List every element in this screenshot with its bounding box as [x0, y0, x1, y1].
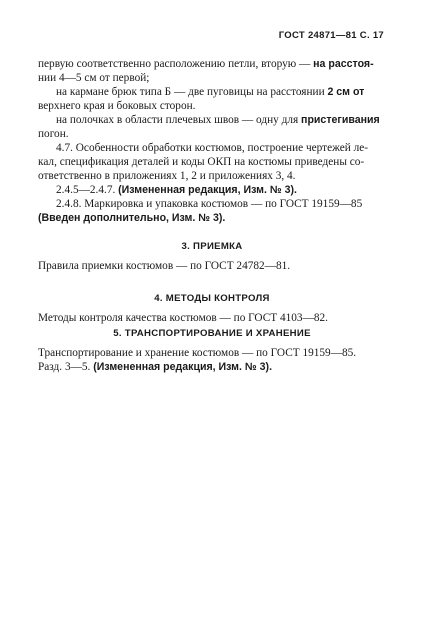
- text-line: [56, 197, 388, 211]
- text-span: 2.4.8. Маркировка и упаковка костюмов — по ГОСТ 19159—85: [56, 198, 363, 210]
- bold-span: пристегивания: [301, 114, 380, 126]
- text-line: [38, 155, 388, 169]
- text-span: Разд. 3—5.: [38, 361, 94, 373]
- text-line: [38, 169, 388, 183]
- text-line: [38, 127, 388, 141]
- bold-span: 2 см от: [327, 86, 365, 98]
- text-line: [56, 183, 388, 197]
- section-3-title: 3. ПРИЕМКА: [181, 241, 243, 252]
- section-4-text: Методы контроля качества костюмов — по ГОСТ 4103—82.: [38, 312, 329, 324]
- text-span: верхнего края и боковых сторон.: [38, 100, 196, 112]
- section-5-text: Транспортирование и хранение костюмов — по ГОСТ 19159—85.: [38, 347, 357, 359]
- mixed-span: нии 4—5 см от первой;: [38, 72, 150, 84]
- bold-span: (Введен дополнительно, Изм. № 3).: [38, 212, 226, 224]
- text-span: ответственно в приложениях 1, 2 и приложениях 3, 4.: [38, 170, 296, 182]
- section-3-text: Правила приемки костюмов — по ГОСТ 24782—81.: [38, 260, 291, 272]
- text-span: погон.: [38, 128, 69, 140]
- text-line: [38, 211, 388, 225]
- text-line: [38, 57, 388, 71]
- text-line: [38, 71, 388, 85]
- text-line: [56, 113, 388, 127]
- text-line: [56, 85, 388, 99]
- page-header: ГОСТ 24871—81 С. 17: [278, 30, 384, 41]
- text-span: на полочках в области плечевых швов — одну для: [56, 114, 302, 126]
- text-span: первую соответственно расположению петли, вторую —: [38, 58, 314, 70]
- bold-span: (Измененная редакция, Изм. № 3).: [93, 361, 273, 373]
- text-span: кал, спецификация деталей и коды ОКП на костюмы приведены со-: [38, 156, 365, 168]
- bold-span: (Измененная редакция, Изм. № 3).: [118, 184, 297, 196]
- section-5-text-2: [38, 360, 388, 374]
- text-span: на кармане брюк типа Б — две пуговицы на расстоянии: [56, 86, 328, 98]
- section-5-title: 5. ТРАНСПОРТИРОВАНИЕ И ХРАНЕНИЕ: [113, 328, 311, 339]
- text-line: [56, 141, 388, 155]
- section-4-title: 4. МЕТОДЫ КОНТРОЛЯ: [154, 293, 270, 304]
- text-line: [38, 99, 388, 113]
- text-span: 4.7. Особенности обработки костюмов, построение чертежей ле-: [56, 142, 369, 154]
- text-span: 2.4.5—2.4.7.: [56, 184, 119, 196]
- bold-span: на расстоя-: [313, 58, 374, 70]
